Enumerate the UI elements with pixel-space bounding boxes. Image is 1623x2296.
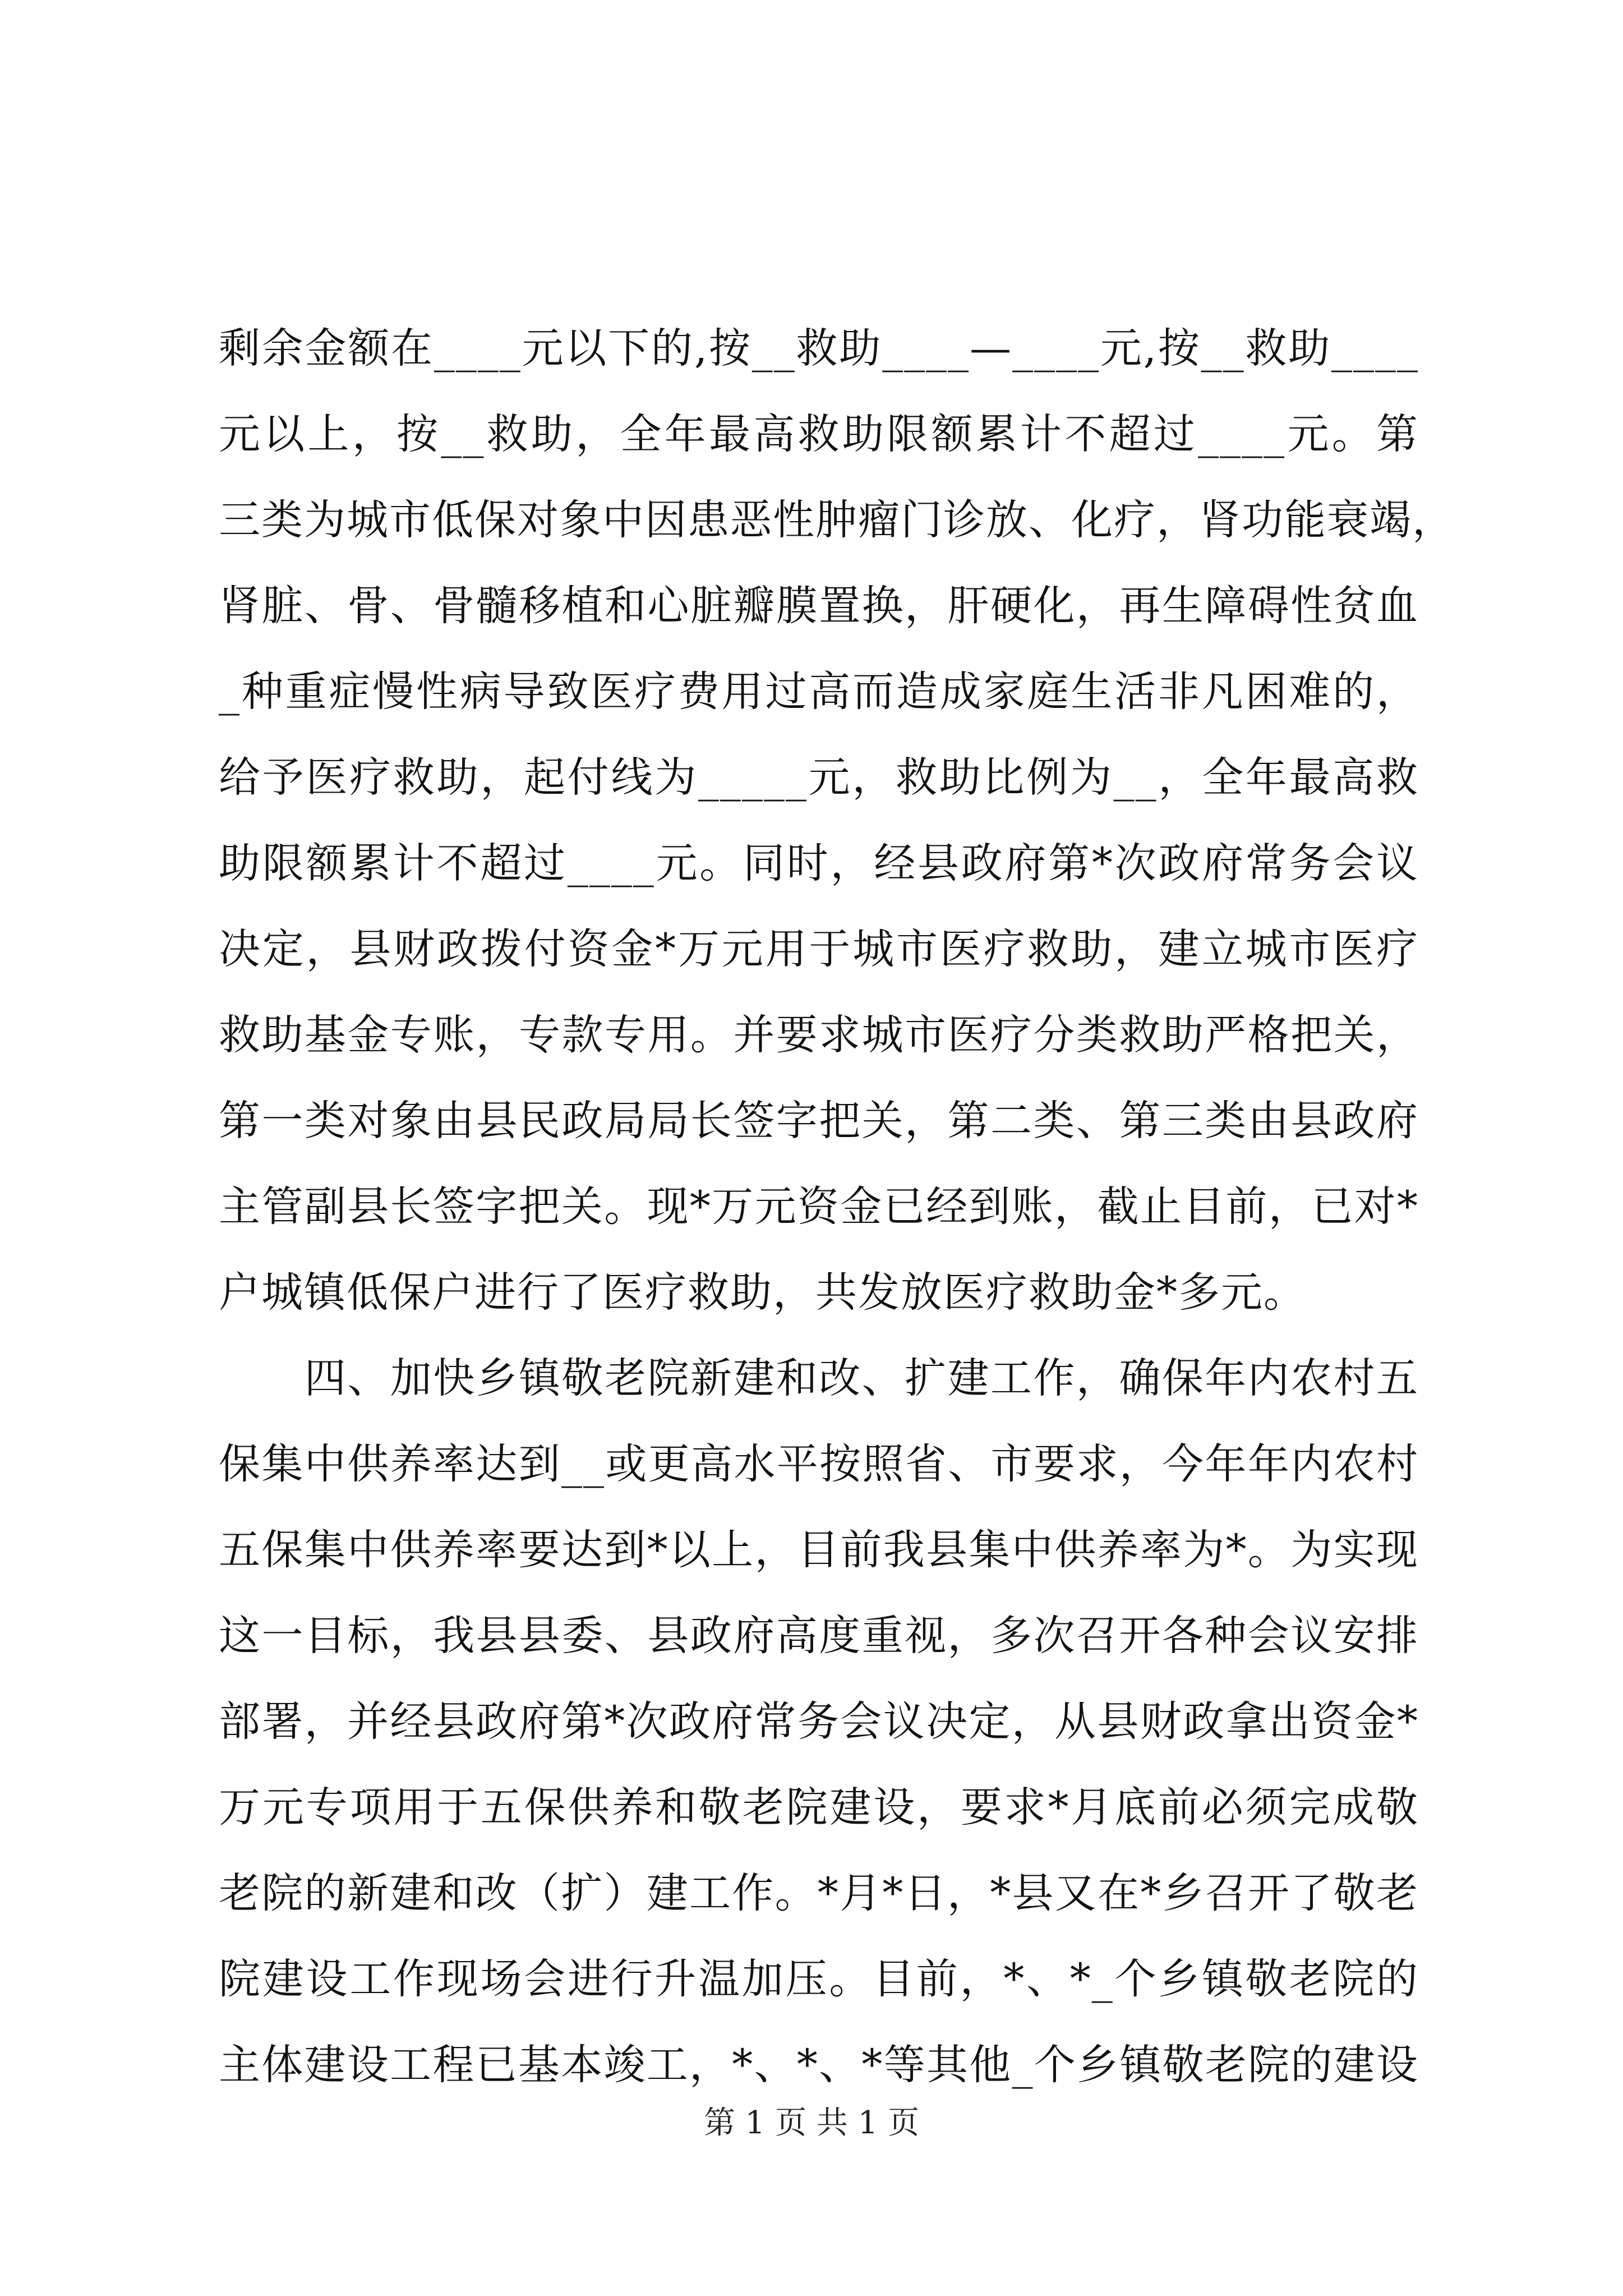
- document-body: [219, 306, 1455, 2108]
- text-line-21: 主体建设工程已基本竣工，*、*、*等其他_个乡镇敬老院的建设: [219, 2041, 1419, 2089]
- text-line-16: 这一目标，我县县委、县政府高度重视，多次召开各种会议安排: [219, 1612, 1419, 1660]
- text-line-11: 主管副县长签字把关。现*万元资金已经到账，截止目前，已对*: [219, 1182, 1419, 1231]
- text-line-19: 老院的新建和改（扩）建工作。*月*日，*县又在*乡召开了敬老: [219, 1869, 1419, 1917]
- text-line-2: 元以上，按__救助，全年最高救助限额累计不超过____元。第: [219, 410, 1419, 458]
- text-line-3: 三类为城市低保对象中因患恶性肿瘤门诊放、化疗，肾功能衰竭，: [219, 496, 1455, 544]
- text-line-20: 院建设工作现场会进行升温加压。目前，*、*_个乡镇敬老院的: [219, 1955, 1419, 2003]
- text-line-5: _种重症慢性病导致医疗费用过高而造成家庭生活非凡困难的，: [219, 668, 1419, 716]
- text-line-18: 万元专项用于五保供养和敬老院建设，要求*月底前必须完成敬: [219, 1783, 1419, 1832]
- text-line-17: 部署，并经县政府第*次政府常务会议决定，从县财政拿出资金*: [219, 1697, 1419, 1746]
- text-line-8: 决定，县财政拨付资金*万元用于城市医疗救助，建立城市医疗: [219, 925, 1419, 973]
- text-line-4: 肾脏、骨、骨髓移植和心脏瓣膜置换，肝硬化，再生障碍性贫血: [219, 582, 1419, 630]
- text-line-13: 四、加快乡镇敬老院新建和改、扩建工作，确保年内农村五: [219, 1354, 1419, 1402]
- page-footer: 第 1 页 共 1 页: [703, 2105, 920, 2141]
- text-line-15: 五保集中供养率要达到*以上，目前我县集中供养率为*。为实现: [219, 1526, 1419, 1574]
- text-line-9: 救助基金专账，专款专用。并要求城市医疗分类救助严格把关，: [219, 1011, 1419, 1059]
- text-line-7: 助限额累计不超过____元。同时，经县政府第*次政府常务会议: [219, 839, 1419, 887]
- text-line-6: 给予医疗救助，起付线为_____元，救助比例为__，全年最高救: [219, 753, 1419, 802]
- text-line-14: 保集中供养率达到__或更高水平按照省、市要求，今年年内农村: [219, 1440, 1419, 1488]
- text-line-10: 第一类对象由县民政局局长签字把关，第二类、第三类由县政府: [219, 1097, 1419, 1145]
- text-line-1: 剩余金额在____元以下的,按__救助____—____元,按__救助____: [219, 324, 1419, 372]
- text-line-12: 户城镇低保户进行了医疗救助，共发放医疗救助金*多元。: [219, 1268, 1306, 1317]
